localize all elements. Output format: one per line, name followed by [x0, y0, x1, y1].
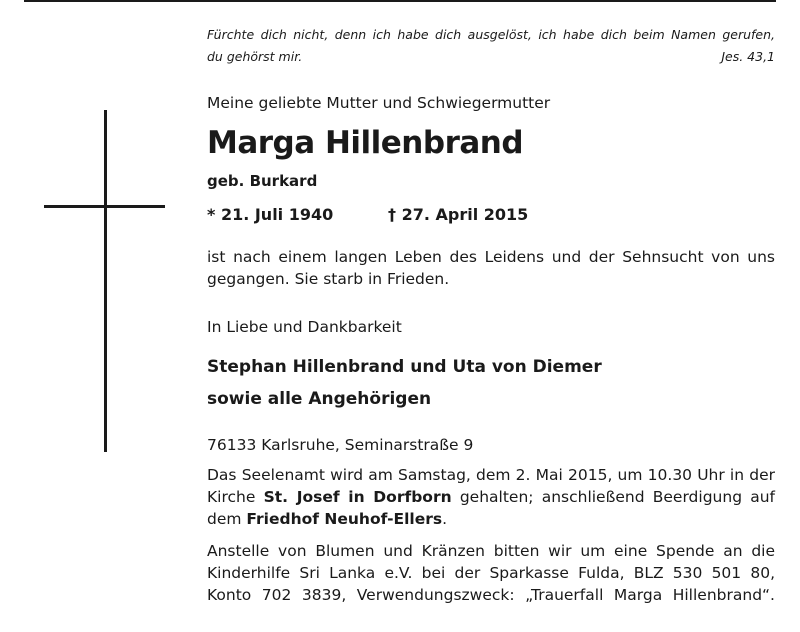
church-name: St. Josef in Dorfborn	[263, 488, 452, 506]
verse-reference: Jes. 43,1	[721, 49, 775, 64]
birth-date: * 21. Juli 1940	[207, 205, 334, 224]
mourners-line-1: Stephan Hillenbrand und Uta von Diemer	[207, 357, 602, 377]
intro-line: Meine geliebte Mutter und Schwiegermutter	[207, 94, 551, 112]
maiden-name: geb. Burkard	[207, 172, 318, 190]
service-text-1: Das Seelenamt wird am Samstag, dem 2. Mai 2015, um 10.30 Uhr in der Kirche	[207, 466, 775, 506]
bible-verse	[207, 24, 775, 68]
cross-horizontal-bar	[44, 205, 165, 208]
service-info	[207, 464, 775, 530]
address: 76133 Karlsruhe, Seminarstraße 9	[207, 436, 474, 454]
death-date: † 27. April 2015	[388, 205, 529, 224]
cemetery-name: Friedhof Neuhof-Ellers	[246, 510, 443, 528]
top-rule	[24, 0, 776, 2]
verse-line-1: Fürchte dich nicht, denn ich habe dich ausgelöst, ich habe dich beim Namen gerufen,	[207, 27, 775, 42]
service-text-3: .	[442, 510, 448, 528]
donation-request: Anstelle von Blumen und Kränzen bitten wir um eine Spende an die Kinderhilfe Sri Lanka e.V. bei der Sparkasse Fulda, BLZ 530 501 80, Konto 702 3839, Verwendungszweck: „Trauerfall Marga Hillenbrand“.	[207, 542, 775, 604]
cross-vertical-bar	[104, 110, 107, 452]
closing-line: In Liebe und Dankbarkeit	[207, 318, 402, 336]
verse-line-2: du gehörst mir.	[207, 49, 303, 64]
service-text-2: gehalten; anschließend Beerdigung auf dem	[207, 488, 776, 528]
death-notice-text: ist nach einem langen Leben des Leidens und der Sehnsucht von uns gegangen. Sie starb in Frieden.	[207, 248, 775, 288]
mourners-line-2: sowie alle Angehörigen	[207, 389, 432, 409]
mourners	[207, 351, 775, 415]
deceased-name: Marga Hillenbrand	[207, 125, 524, 161]
